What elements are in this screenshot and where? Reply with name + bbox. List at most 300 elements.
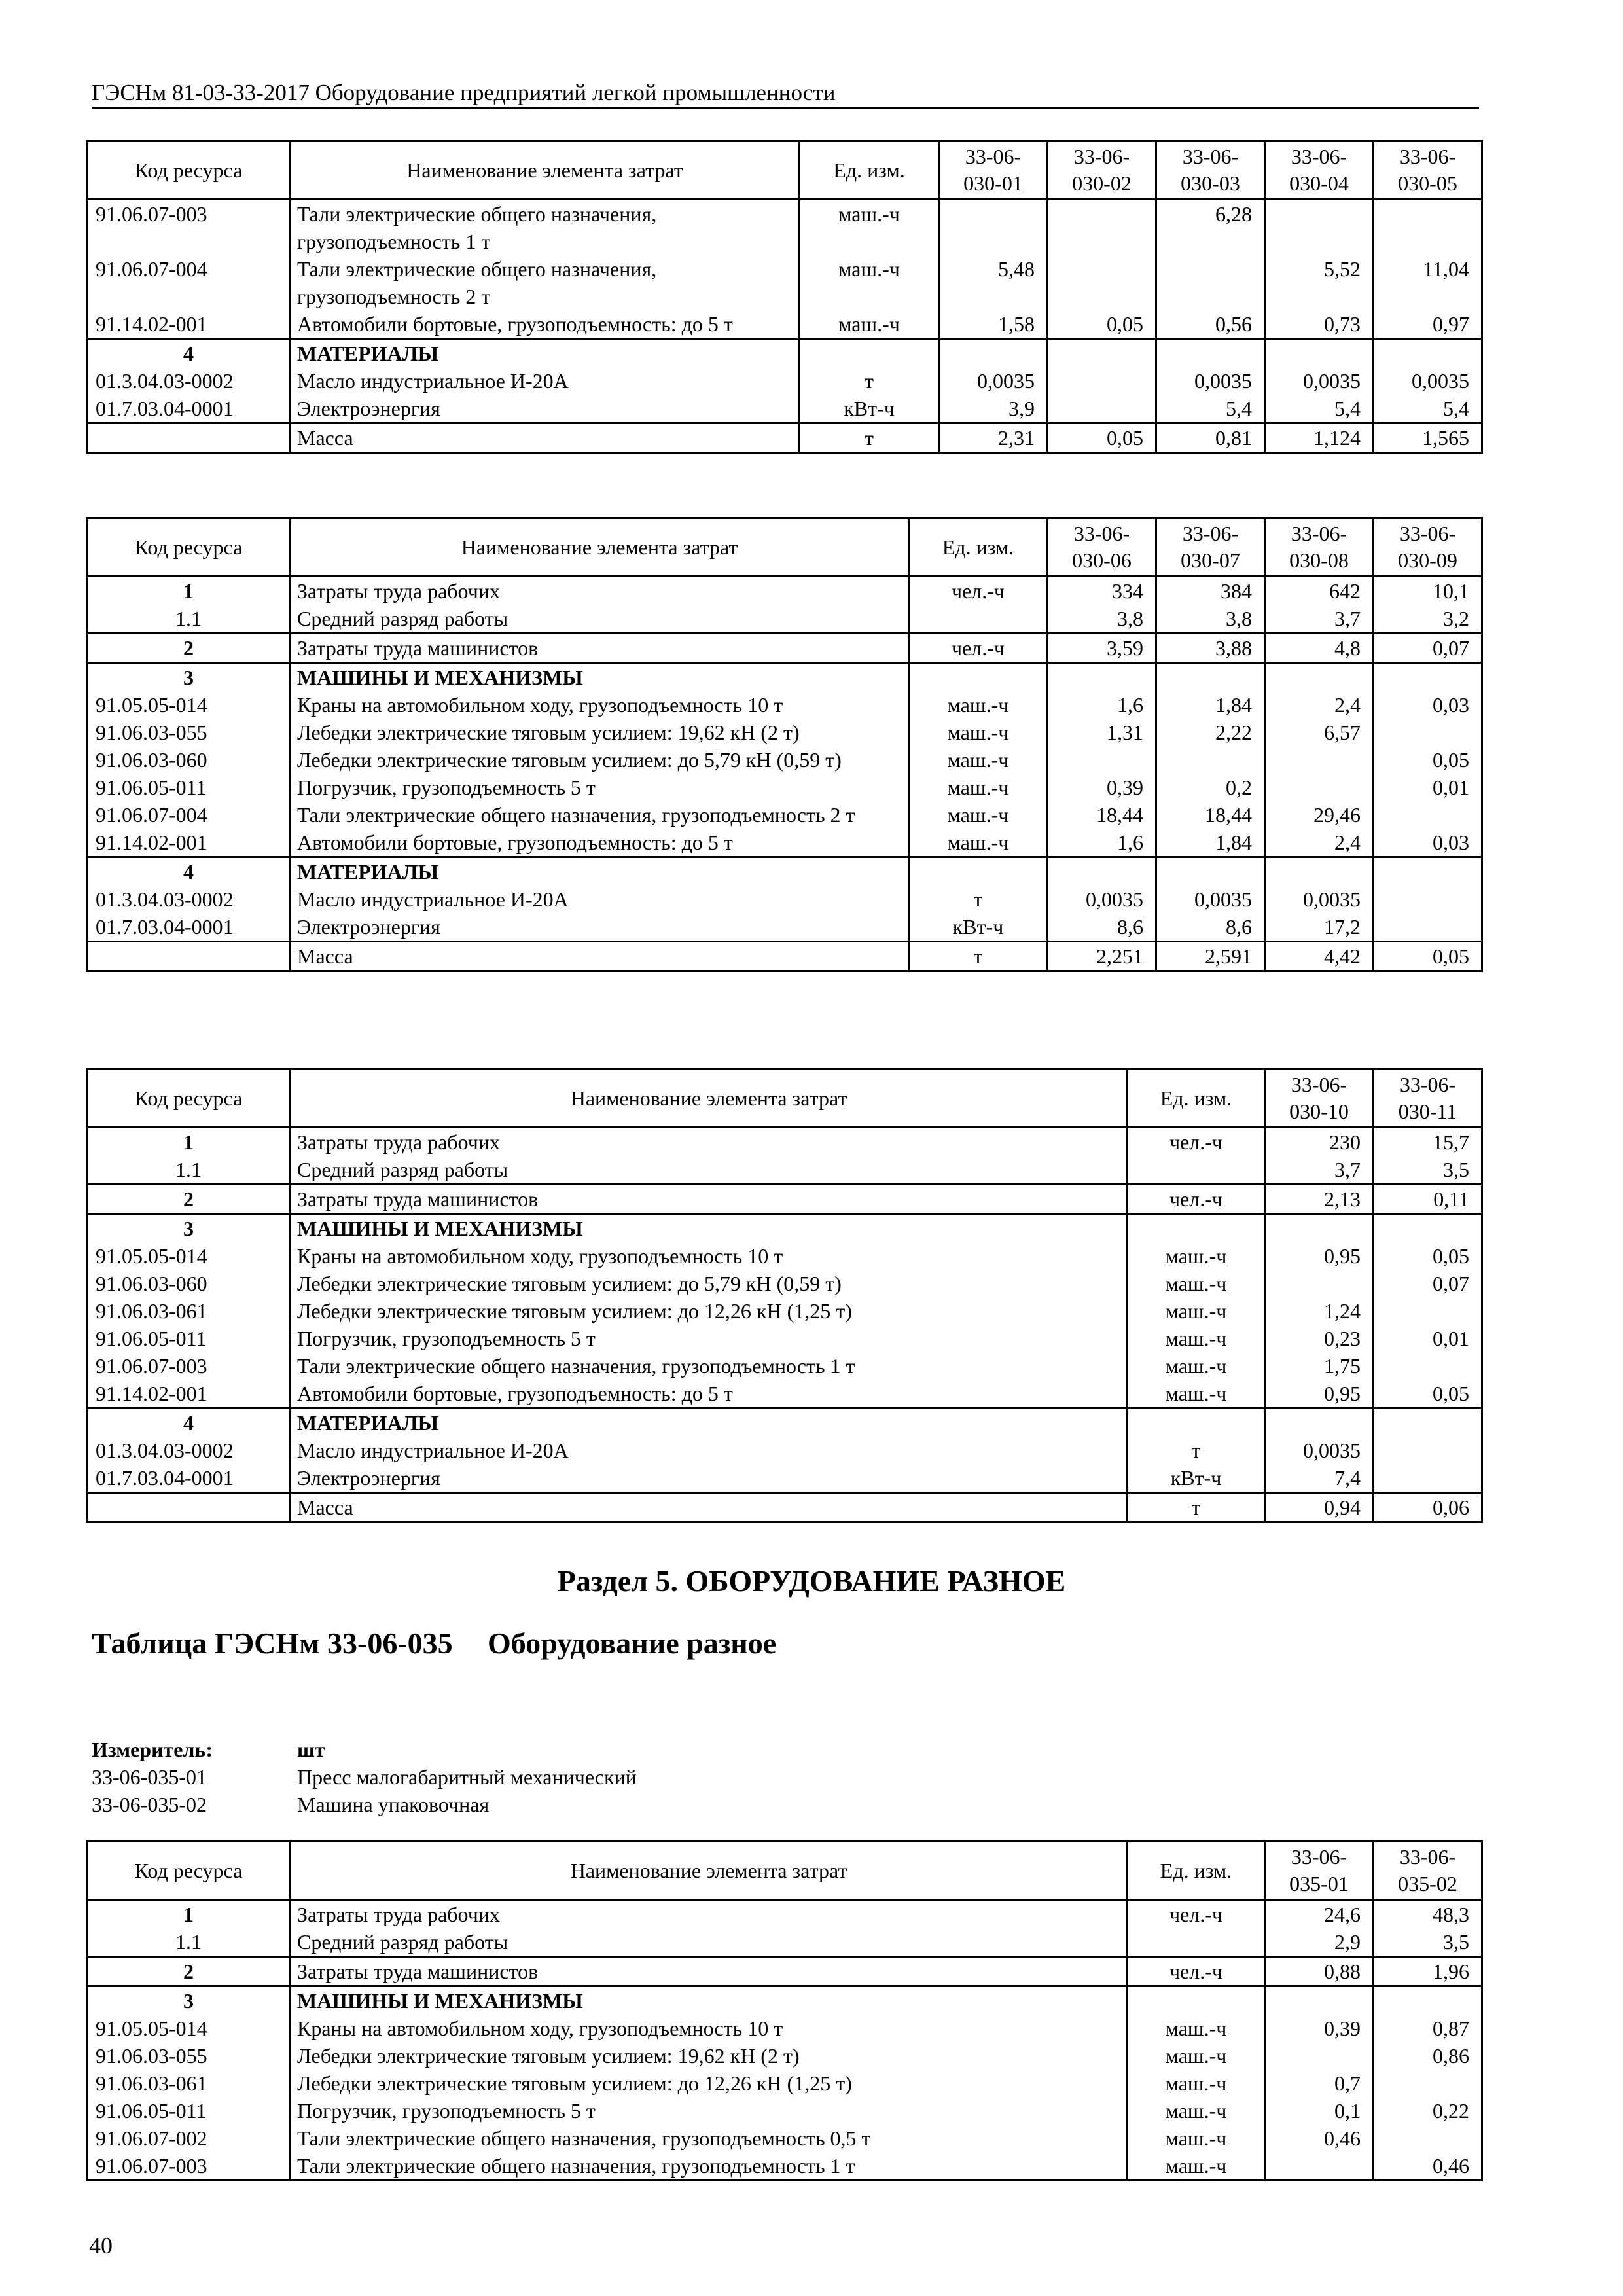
resource-table-030-06-09 xyxy=(86,517,1483,972)
resource-name: Тали электрические общего назначения, грузоподъемность 2 т xyxy=(291,801,909,829)
norm-value xyxy=(1265,1986,1374,2015)
table-row xyxy=(87,1242,1482,1270)
resource-unit: маш.-ч xyxy=(909,829,1048,857)
norm-value xyxy=(1374,200,1482,256)
resource-name: Средний разряд работы xyxy=(291,605,909,634)
resource-code: 91.14.02-001 xyxy=(87,310,291,339)
table-row xyxy=(87,1464,1482,1493)
resource-unit: маш.-ч xyxy=(1128,2125,1265,2152)
resource-unit xyxy=(1128,1408,1265,1437)
resource-name: Затраты труда машинистов xyxy=(291,1957,1128,1986)
resource-name: МАШИНЫ И МЕХАНИЗМЫ xyxy=(291,663,909,692)
norm-value xyxy=(1265,339,1374,368)
norm-value: 0,05 xyxy=(1374,942,1482,971)
col-header-unit: Ед. изм. xyxy=(800,141,939,200)
resource-name: Автомобили бортовые, грузоподъемность: до 5 т xyxy=(291,310,800,339)
table-header-row xyxy=(87,1069,1482,1128)
norm-value: 1,24 xyxy=(1265,1297,1374,1325)
resource-unit: маш.-ч xyxy=(800,310,939,339)
table-row xyxy=(87,1270,1482,1297)
resource-name: Тали электрические общего назначения, грузоподъемность 1 т xyxy=(291,200,800,256)
meter-label: Измеритель: xyxy=(92,1738,213,1761)
resource-name: Лебедки электрические тяговым усилием: 19,62 кН (2 т) xyxy=(291,2042,1128,2070)
norm-value: 48,3 xyxy=(1374,1900,1482,1929)
norm-value: 384 xyxy=(1156,577,1265,605)
section-row xyxy=(87,1408,1482,1437)
resource-name: Масса xyxy=(291,1493,1128,1522)
norm-value: 18,44 xyxy=(1156,801,1265,829)
table-row xyxy=(87,913,1482,942)
resource-unit: маш.-ч xyxy=(1128,2152,1265,2181)
table-row xyxy=(87,1128,1482,1157)
page-number: 40 xyxy=(89,2233,113,2259)
resource-name: Масса xyxy=(291,942,909,971)
resource-code: 1 xyxy=(87,577,291,605)
resource-code: 91.06.03-055 xyxy=(87,719,291,746)
resource-name: МАШИНЫ И МЕХАНИЗМЫ xyxy=(291,1214,1128,1243)
section-row xyxy=(87,339,1482,368)
resource-name: Масса xyxy=(291,423,800,453)
resource-code: 91.14.02-001 xyxy=(87,829,291,857)
table-row xyxy=(87,1493,1482,1522)
norm-value: 3,7 xyxy=(1265,1156,1374,1185)
table-row xyxy=(87,577,1482,605)
table-row xyxy=(87,1437,1482,1464)
table-header-row xyxy=(87,141,1482,200)
norm-value: 0,2 xyxy=(1156,774,1265,801)
table-name: Оборудование разное xyxy=(488,1626,777,1660)
resource-code: 1 xyxy=(87,1900,291,1929)
resource-unit: маш.-ч xyxy=(909,691,1048,719)
norm-value: 0,07 xyxy=(1374,634,1482,663)
resource-name: Погрузчик, грузоподъемность 5 т xyxy=(291,1325,1128,1352)
norm-value: 0,88 xyxy=(1265,1957,1374,1986)
norm-value: 1,96 xyxy=(1374,1957,1482,1986)
norm-value: 11,04 xyxy=(1374,255,1482,310)
col-header-unit: Ед. изм. xyxy=(909,518,1048,577)
norm-value: 8,6 xyxy=(1156,913,1265,942)
col-header-name: Наименование элемента затрат xyxy=(291,518,909,577)
resource-name: Лебедки электрические тяговым усилием: до 5,79 кН (0,59 т) xyxy=(291,746,909,774)
table-row xyxy=(87,1156,1482,1185)
table-row xyxy=(87,395,1482,423)
norm-value: 0,1 xyxy=(1265,2097,1374,2125)
norm-value xyxy=(1265,1270,1374,1297)
resource-name: Средний разряд работы xyxy=(291,1156,1128,1185)
norm-value: 0,73 xyxy=(1265,310,1374,339)
resource-name: МАТЕРИАЛЫ xyxy=(291,339,800,368)
resource-name: Погрузчик, грузоподъемность 5 т xyxy=(291,774,909,801)
norm-value: 334 xyxy=(1048,577,1156,605)
norm-value: 5,48 xyxy=(939,255,1048,310)
table-row xyxy=(87,255,1482,310)
norm-value: 0,03 xyxy=(1374,829,1482,857)
norm-value: 7,4 xyxy=(1265,1464,1374,1493)
resource-name: Краны на автомобильном ходу, грузоподъемность 10 т xyxy=(291,2015,1128,2042)
norm-value: 4,42 xyxy=(1265,942,1374,971)
norm-value: 24,6 xyxy=(1265,1900,1374,1929)
resource-unit: маш.-ч xyxy=(800,200,939,256)
resource-code xyxy=(87,423,291,453)
norm-value: 0,11 xyxy=(1374,1185,1482,1214)
norm-value xyxy=(1156,255,1265,310)
col-header-norm: 33-06- 030-05 xyxy=(1374,141,1482,200)
norm-value xyxy=(1374,1297,1482,1325)
norm-value: 0,97 xyxy=(1374,310,1482,339)
norm-value: 2,31 xyxy=(939,423,1048,453)
norm-value: 0,05 xyxy=(1048,310,1156,339)
resource-name: Тали электрические общего назначения, грузоподъемность 1 т xyxy=(291,1352,1128,1380)
norm-value: 0,94 xyxy=(1265,1493,1374,1522)
table-row xyxy=(87,1380,1482,1408)
norm-value xyxy=(1156,857,1265,886)
col-header-norm: 33-06- 035-02 xyxy=(1374,1842,1482,1900)
norm-value: 2,22 xyxy=(1156,719,1265,746)
col-header-norm: 33-06- 030-01 xyxy=(939,141,1048,200)
col-header-norm: 33-06- 030-04 xyxy=(1265,141,1374,200)
norm-value xyxy=(1265,774,1374,801)
table-row xyxy=(87,2125,1482,2152)
col-header-code: Код ресурса xyxy=(87,1842,291,1900)
resource-name: Лебедки электрические тяговым усилием: 19,62 кН (2 т) xyxy=(291,719,909,746)
resource-code: 4 xyxy=(87,339,291,368)
norm-value xyxy=(1265,857,1374,886)
table-row xyxy=(87,1185,1482,1214)
resource-name: Тали электрические общего назначения, грузоподъемность 0,5 т xyxy=(291,2125,1128,2152)
norm-value: 2,251 xyxy=(1048,942,1156,971)
resource-code: 2 xyxy=(87,1185,291,1214)
col-header-norm: 33-06- 030-11 xyxy=(1374,1069,1482,1128)
norm-value: 15,7 xyxy=(1374,1128,1482,1157)
page-header: ГЭСНм 81-03-33-2017 Оборудование предприятий легкой промышленности xyxy=(92,79,1479,109)
resource-unit xyxy=(909,857,1048,886)
norm-value: 6,57 xyxy=(1265,719,1374,746)
col-header-code: Код ресурса xyxy=(87,1069,291,1128)
col-header-name: Наименование элемента затрат xyxy=(291,1069,1128,1128)
section-row xyxy=(87,663,1482,692)
resource-code: 91.06.03-060 xyxy=(87,1270,291,1297)
norm-value: 0,81 xyxy=(1156,423,1265,453)
norm-value: 0,95 xyxy=(1265,1380,1374,1408)
resource-unit: чел.-ч xyxy=(1128,1128,1265,1157)
norm-value: 0,01 xyxy=(1374,1325,1482,1352)
table-row xyxy=(87,423,1482,453)
resource-unit: маш.-ч xyxy=(1128,2070,1265,2097)
table-row xyxy=(87,1928,1482,1957)
resource-code: 3 xyxy=(87,663,291,692)
table-row xyxy=(87,1900,1482,1929)
resource-unit xyxy=(909,605,1048,634)
resource-code: 1 xyxy=(87,1128,291,1157)
resource-unit: чел.-ч xyxy=(909,577,1048,605)
norm-value: 3,8 xyxy=(1048,605,1156,634)
col-header-norm: 33-06- 030-03 xyxy=(1156,141,1265,200)
table-row xyxy=(87,2097,1482,2125)
table-row xyxy=(87,1352,1482,1380)
norm-value: 0,95 xyxy=(1265,1242,1374,1270)
resource-unit: маш.-ч xyxy=(1128,1352,1265,1380)
norm-value xyxy=(1265,2042,1374,2070)
col-header-norm: 33-06- 030-07 xyxy=(1156,518,1265,577)
table-title: Таблица ГЭСНм 33-06-035 xyxy=(92,1626,453,1660)
norm-value: 3,7 xyxy=(1265,605,1374,634)
norm-value xyxy=(1156,746,1265,774)
table-row xyxy=(87,1957,1482,1986)
resource-code: 01.3.04.03-0002 xyxy=(87,886,291,913)
resource-code: 1.1 xyxy=(87,1156,291,1185)
resource-unit: маш.-ч xyxy=(1128,1270,1265,1297)
norm-value xyxy=(1374,1214,1482,1243)
norm-value: 1,58 xyxy=(939,310,1048,339)
norm-value: 0,23 xyxy=(1265,1325,1374,1352)
resource-unit: маш.-ч xyxy=(1128,2042,1265,2070)
resource-unit: чел.-ч xyxy=(1128,1185,1265,1214)
table-row xyxy=(87,719,1482,746)
norm-value: 0,0035 xyxy=(1374,367,1482,395)
resource-unit: маш.-ч xyxy=(1128,2097,1265,2125)
norm-value xyxy=(1374,857,1482,886)
norm-value: 0,05 xyxy=(1374,746,1482,774)
norm-value: 0,0035 xyxy=(1156,886,1265,913)
table-row xyxy=(87,2070,1482,2097)
norm-value: 0,03 xyxy=(1374,691,1482,719)
norm-value xyxy=(1265,2152,1374,2181)
norm-value: 0,86 xyxy=(1374,2042,1482,2070)
norm-value: 0,87 xyxy=(1374,2015,1482,2042)
resource-name: Лебедки электрические тяговым усилием: до 5,79 кН (0,59 т) xyxy=(291,1270,1128,1297)
norm-value: 2,4 xyxy=(1265,691,1374,719)
resource-unit: кВт-ч xyxy=(909,913,1048,942)
norm-value xyxy=(1265,1408,1374,1437)
resource-unit: маш.-ч xyxy=(1128,1297,1265,1325)
resource-name: Тали электрические общего назначения, грузоподъемность 1 т xyxy=(291,2152,1128,2181)
norm-value xyxy=(1374,801,1482,829)
resource-code: 91.05.05-014 xyxy=(87,691,291,719)
resource-code: 91.06.03-061 xyxy=(87,1297,291,1325)
norm-value xyxy=(1265,200,1374,256)
norm-value: 0,05 xyxy=(1374,1242,1482,1270)
col-header-name: Наименование элемента затрат xyxy=(291,1842,1128,1900)
norm-value xyxy=(1374,913,1482,942)
norm-value: 0,0035 xyxy=(1048,886,1156,913)
resource-name: Масло индустриальное И-20А xyxy=(291,1437,1128,1464)
norm-value: 5,4 xyxy=(1265,395,1374,423)
norm-value: 3,59 xyxy=(1048,634,1156,663)
resource-name: Краны на автомобильном ходу, грузоподъемность 10 т xyxy=(291,691,909,719)
norm-value: 5,4 xyxy=(1156,395,1265,423)
norm-value xyxy=(1374,719,1482,746)
norm-value xyxy=(1265,746,1374,774)
resource-code: 91.06.07-003 xyxy=(87,200,291,256)
col-header-name: Наименование элемента затрат xyxy=(291,141,800,200)
table-header-row xyxy=(87,1842,1482,1900)
resource-unit: маш.-ч xyxy=(1128,1325,1265,1352)
resource-code: 91.06.05-011 xyxy=(87,774,291,801)
resource-name: Масло индустриальное И-20А xyxy=(291,886,909,913)
norm-value: 3,8 xyxy=(1156,605,1265,634)
norm-value: 1,6 xyxy=(1048,691,1156,719)
table-row xyxy=(87,634,1482,663)
norm-value xyxy=(1374,886,1482,913)
norm-value: 2,4 xyxy=(1265,829,1374,857)
resource-name: Краны на автомобильном ходу, грузоподъемность 10 т xyxy=(291,1242,1128,1270)
section-row xyxy=(87,857,1482,886)
resource-unit: маш.-ч xyxy=(800,255,939,310)
table-row xyxy=(87,801,1482,829)
norm-value: 18,44 xyxy=(1048,801,1156,829)
norm-value xyxy=(1374,2125,1482,2152)
norm-value: 3,5 xyxy=(1374,1928,1482,1957)
resource-unit: т xyxy=(1128,1437,1265,1464)
meter-block xyxy=(92,1736,637,1818)
resource-code: 91.06.07-003 xyxy=(87,2152,291,2181)
resource-code: 91.14.02-001 xyxy=(87,1380,291,1408)
norm-value xyxy=(1374,1986,1482,2015)
resource-unit: чел.-ч xyxy=(909,634,1048,663)
meter-value: шт xyxy=(297,1738,325,1761)
meter-text: Пресс малогабаритный механический xyxy=(297,1765,637,1789)
resource-code: 01.7.03.04-0001 xyxy=(87,1464,291,1493)
resource-unit xyxy=(800,339,939,368)
norm-value: 0,05 xyxy=(1374,1380,1482,1408)
resource-name: Тали электрические общего назначения, грузоподъемность 2 т xyxy=(291,255,800,310)
resource-code: 4 xyxy=(87,1408,291,1437)
norm-value: 29,46 xyxy=(1265,801,1374,829)
resource-code: 3 xyxy=(87,1214,291,1243)
norm-value: 3,5 xyxy=(1374,1156,1482,1185)
norm-value xyxy=(1374,1352,1482,1380)
resource-unit xyxy=(909,663,1048,692)
resource-code: 91.06.07-004 xyxy=(87,801,291,829)
resource-name: Средний разряд работы xyxy=(291,1928,1128,1957)
norm-value: 0,39 xyxy=(1265,2015,1374,2042)
resource-name: Электроэнергия xyxy=(291,913,909,942)
resource-unit: т xyxy=(909,886,1048,913)
norm-value: 2,9 xyxy=(1265,1928,1374,1957)
resource-name: Автомобили бортовые, грузоподъемность: до 5 т xyxy=(291,829,909,857)
norm-value xyxy=(1374,339,1482,368)
resource-name: Погрузчик, грузоподъемность 5 т xyxy=(291,2097,1128,2125)
col-header-norm: 33-06- 030-02 xyxy=(1048,141,1156,200)
norm-value xyxy=(939,339,1048,368)
meter-code: 33-06-035-01 xyxy=(92,1765,207,1789)
norm-value: 0,0035 xyxy=(1265,367,1374,395)
resource-name: Затраты труда рабочих xyxy=(291,1900,1128,1929)
resource-name: Затраты труда машинистов xyxy=(291,1185,1128,1214)
norm-value: 1,84 xyxy=(1156,829,1265,857)
norm-value xyxy=(1374,1464,1482,1493)
section-row xyxy=(87,1986,1482,2015)
norm-value: 5,4 xyxy=(1374,395,1482,423)
norm-value xyxy=(1374,663,1482,692)
resource-code: 01.7.03.04-0001 xyxy=(87,395,291,423)
resource-code: 91.06.03-055 xyxy=(87,2042,291,2070)
resource-unit: чел.-ч xyxy=(1128,1957,1265,1986)
resource-code: 2 xyxy=(87,1957,291,1986)
col-header-norm: 33-06- 030-10 xyxy=(1265,1069,1374,1128)
norm-value xyxy=(939,200,1048,256)
resource-unit: кВт-ч xyxy=(800,395,939,423)
resource-table-030-10-11 xyxy=(86,1068,1483,1523)
norm-value: 642 xyxy=(1265,577,1374,605)
norm-value: 0,0035 xyxy=(939,367,1048,395)
table-row xyxy=(87,746,1482,774)
norm-value: 4,8 xyxy=(1265,634,1374,663)
norm-value: 0,7 xyxy=(1265,2070,1374,2097)
resource-name: МАТЕРИАЛЫ xyxy=(291,857,909,886)
table-row xyxy=(87,886,1482,913)
resource-unit: маш.-ч xyxy=(909,801,1048,829)
norm-value: 1,124 xyxy=(1265,423,1374,453)
norm-value xyxy=(1265,1214,1374,1243)
resource-unit: т xyxy=(909,942,1048,971)
table-row xyxy=(87,942,1482,971)
resource-unit: чел.-ч xyxy=(1128,1900,1265,1929)
col-header-norm: 33-06- 030-08 xyxy=(1265,518,1374,577)
table-row xyxy=(87,2152,1482,2181)
resource-unit: маш.-ч xyxy=(909,746,1048,774)
norm-value: 0,56 xyxy=(1156,310,1265,339)
table-row xyxy=(87,1325,1482,1352)
resource-unit: маш.-ч xyxy=(1128,1380,1265,1408)
table-row xyxy=(87,200,1482,256)
norm-value: 3,9 xyxy=(939,395,1048,423)
resource-code: 91.06.05-011 xyxy=(87,1325,291,1352)
resource-code: 91.05.05-014 xyxy=(87,1242,291,1270)
col-header-unit: Ед. изм. xyxy=(1128,1842,1265,1900)
col-header-norm: 33-06- 035-01 xyxy=(1265,1842,1374,1900)
resource-unit: маш.-ч xyxy=(1128,2015,1265,2042)
col-header-code: Код ресурса xyxy=(87,518,291,577)
norm-value: 5,52 xyxy=(1265,255,1374,310)
norm-value xyxy=(1374,1408,1482,1437)
norm-value: 1,75 xyxy=(1265,1352,1374,1380)
norm-value: 10,1 xyxy=(1374,577,1482,605)
col-header-norm: 33-06- 030-06 xyxy=(1048,518,1156,577)
resource-table-030-01-05 xyxy=(86,140,1483,454)
norm-value: 0,06 xyxy=(1374,1493,1482,1522)
resource-name: МАТЕРИАЛЫ xyxy=(291,1408,1128,1437)
col-header-norm: 33-06- 030-09 xyxy=(1374,518,1482,577)
norm-value: 0,01 xyxy=(1374,774,1482,801)
resource-unit: маш.-ч xyxy=(909,719,1048,746)
norm-value: 230 xyxy=(1265,1128,1374,1157)
norm-value xyxy=(1374,2070,1482,2097)
resource-code: 91.06.03-061 xyxy=(87,2070,291,2097)
norm-value: 0,0035 xyxy=(1265,1437,1374,1464)
resource-code xyxy=(87,942,291,971)
resource-name: Автомобили бортовые, грузоподъемность: до 5 т xyxy=(291,1380,1128,1408)
resource-name: Электроэнергия xyxy=(291,1464,1128,1493)
table-row xyxy=(87,2015,1482,2042)
norm-value: 0,0035 xyxy=(1156,367,1265,395)
norm-value: 0,0035 xyxy=(1265,886,1374,913)
table-row xyxy=(87,774,1482,801)
resource-unit xyxy=(1128,1156,1265,1185)
resource-unit: т xyxy=(800,423,939,453)
norm-value: 2,591 xyxy=(1156,942,1265,971)
norm-value xyxy=(1156,339,1265,368)
norm-value xyxy=(1048,339,1156,368)
resource-code: 91.05.05-014 xyxy=(87,2015,291,2042)
resource-code: 3 xyxy=(87,1986,291,2015)
resource-unit xyxy=(1128,1214,1265,1243)
table-row xyxy=(87,2042,1482,2070)
resource-code: 1.1 xyxy=(87,1928,291,1957)
resource-name: Электроэнергия xyxy=(291,395,800,423)
resource-name: Масло индустриальное И-20А xyxy=(291,367,800,395)
resource-unit xyxy=(1128,1986,1265,2015)
